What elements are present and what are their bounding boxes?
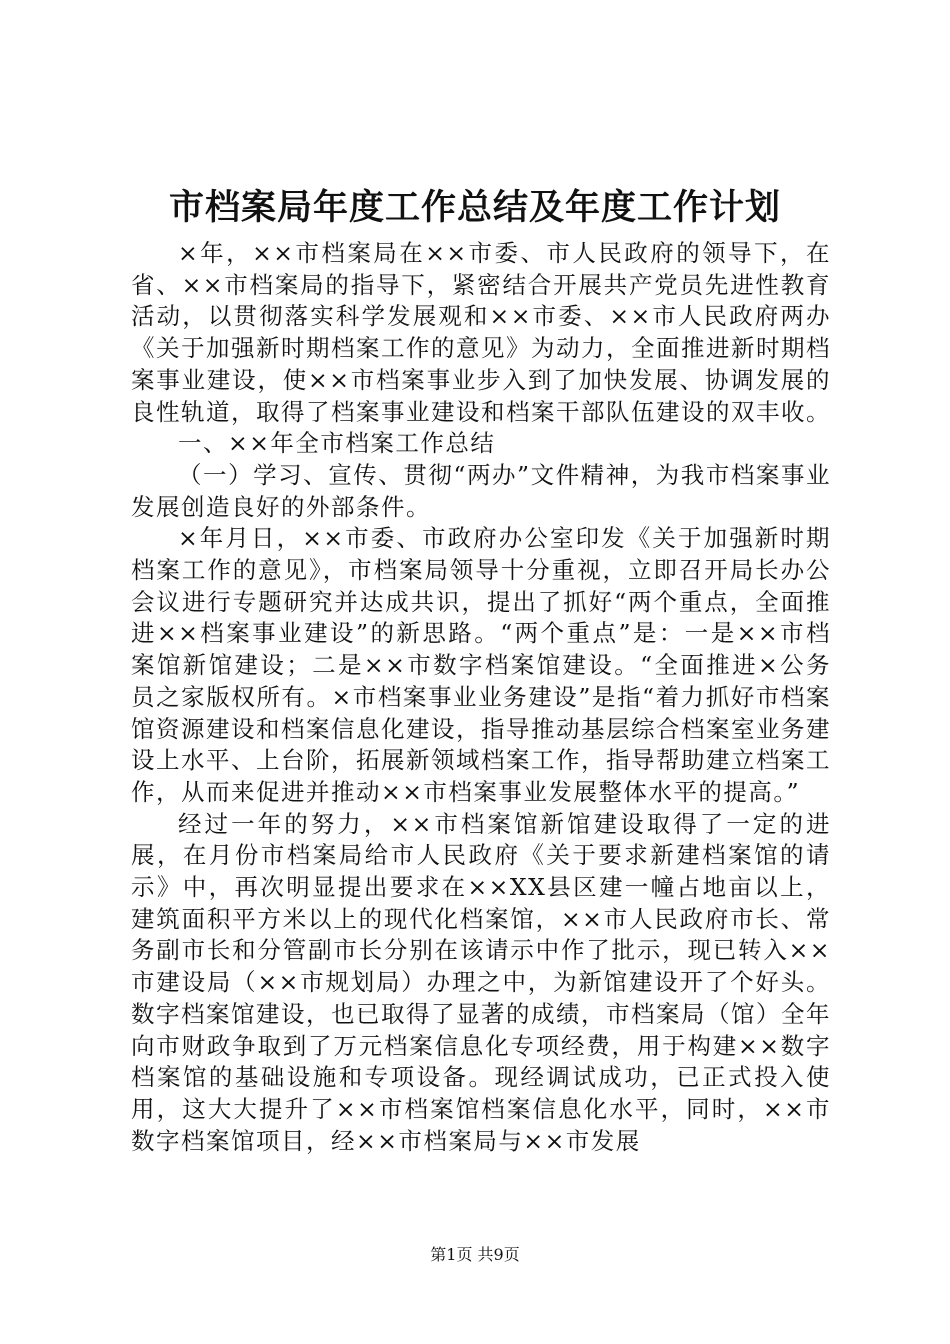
paragraph-intro: ×年，××市档案局在××市委、市人民政府的领导下，在省、××市档案局的指导下，紧密结合开展共产党员先进性教育活动，以贯彻落实科学发展观和××市委、××市人民政府两办《关于加强新时期档案工作的意见》为动力，全面推进新时期档案事业建设，使××市档案事业步入到了加快发展、协调发展的良性轨道，取得了档案事业建设和档案干部队伍建设的双丰收。 [131, 239, 831, 426]
paragraph-body: 经过一年的努力，××市档案馆新馆建设取得了一定的进展，在月份市档案局给市人民政府《关于要求新建档案馆的请示》中，再次明显提出要求在××XX县区建一幢占地亩以上，建筑面积平方米以上的现代化档案馆，××市人民政府市长、常务副市长和分管副市长分别在该请示中作了批示，现已转入××市建设局（××市规划局）办理之中，为新馆建设开了个好头。数字档案馆建设，也已取得了显著的成绩，市档案局（馆）全年向市财政争取到了万元档案信息化专项经费，用于构建××数字档案馆的基础设施和专项设备。现经调试成功，已正式投入使用，这大大提升了××市档案馆档案信息化水平，同时，××市数字档案馆项目，经××市档案局与××市发展 [131, 809, 831, 1155]
section-heading: 一、××年全市档案工作总结 [178, 429, 496, 458]
paragraph-body: ×年月日，××市委、市政府办公室印发《关于加强新时期档案工作的意见》，市档案局领导十分重视，立即召开局长办公会议进行专题研究并达成共识，提出了抓好“两个重点，全面推进××档案事业建设”的新思路。“两个重点”是：一是××市档案馆新馆建设；二是××市数字档案馆建设。“全面推进×公务员之家版权所有。×市档案事业业务建设”是指“着力抓好市档案馆资源建设和档案信息化建设，指导推动基层综合档案室业务建设上水平、上台阶，拓展新领域档案工作，指导帮助建立档案工作，从而来促进并推动××市档案事业发展整体水平的提高。” [131, 524, 831, 806]
subsection-heading: （一）学习、宣传、贯彻“两办”文件精神，为我市档案事业发展创造良好的外部条件。 [131, 460, 831, 521]
page-number-footer: 第1页 共9页 [430, 1245, 520, 1264]
document-body [131, 238, 831, 1157]
document-title: 市档案局年度工作总结及年度工作计划 [168, 187, 781, 228]
